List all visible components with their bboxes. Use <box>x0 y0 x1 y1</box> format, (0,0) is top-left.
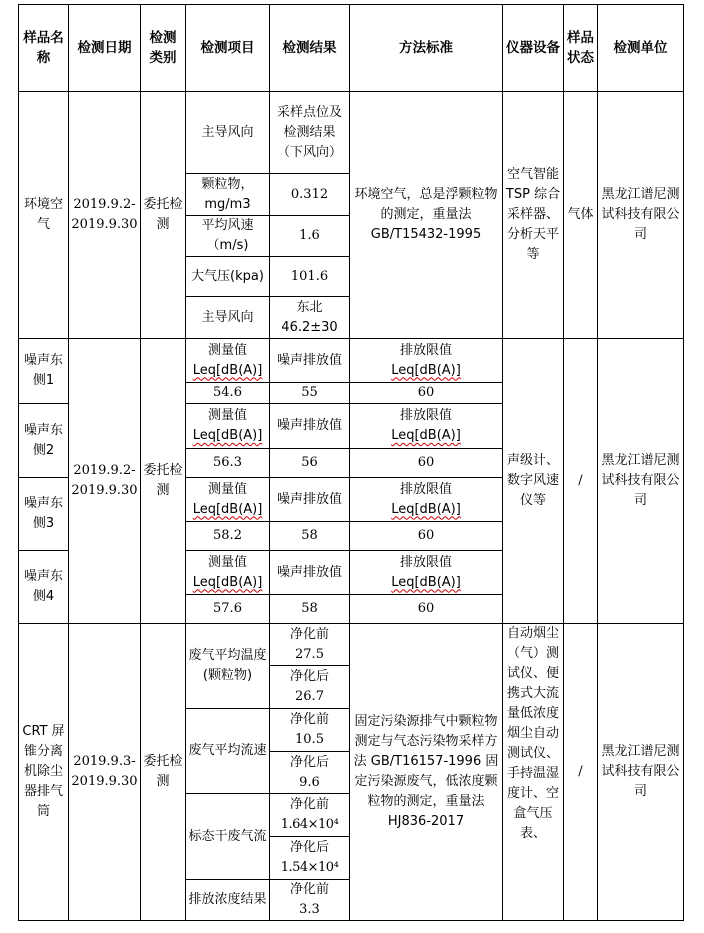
noise-point-name: 噪声东侧2 <box>19 404 69 478</box>
air-result: 采样点位及检测结果（下风向） <box>270 92 350 174</box>
noise-point-name: 噪声东侧3 <box>19 478 69 551</box>
crt-date: 2019.9.3-2019.9.30 <box>69 624 141 921</box>
noise-date: 2019.9.2-2019.9.30 <box>69 339 141 624</box>
noise-point-name: 噪声东侧1 <box>19 339 69 404</box>
noise-emission: 58 <box>270 522 350 551</box>
air-result: 东北 46.2±30 <box>270 297 350 339</box>
noise-header-emission: 噪声排放值 <box>270 478 350 522</box>
air-sample-name: 环境空气 <box>19 92 69 339</box>
air-result: 1.6 <box>270 216 350 257</box>
crt-result: 净化前 3.3 <box>270 880 350 921</box>
crt-state: / <box>564 624 598 921</box>
noise-category: 委托检测 <box>141 339 186 624</box>
crt-item: 标态干废气流 <box>186 794 270 880</box>
crt-result: 净化前 27.5 <box>270 624 350 666</box>
header-method: 方法标准 <box>350 5 503 92</box>
air-item: 平均风速（m/s) <box>186 216 270 257</box>
crt-unit: 黑龙江谱尼测试科技有限公司 <box>598 624 684 921</box>
noise-limit: 60 <box>350 383 503 404</box>
header-date: 检测日期 <box>69 5 141 92</box>
noise-unit: 黑龙江谱尼测试科技有限公司 <box>598 339 684 624</box>
air-date: 2019.9.2-2019.9.30 <box>69 92 141 339</box>
noise-header-measured: 测量值 Leq[dB(A)] <box>186 339 270 383</box>
air-item: 主导风向 <box>186 92 270 174</box>
noise-emission: 56 <box>270 449 350 478</box>
table-row <box>19 339 684 383</box>
noise-header-emission: 噪声排放值 <box>270 404 350 449</box>
noise-limit: 60 <box>350 595 503 624</box>
crt-item: 废气平均流速 <box>186 709 270 794</box>
noise-limit: 60 <box>350 449 503 478</box>
header-category: 检测类别 <box>141 5 186 92</box>
air-state: 气体 <box>564 92 598 339</box>
air-category: 委托检测 <box>141 92 186 339</box>
air-item: 颗粒物，mg/m3 <box>186 174 270 216</box>
crt-sample-name: CRT 屏锥分离机除尘器排气筒 <box>19 624 69 921</box>
noise-measured: 54.6 <box>186 383 270 404</box>
noise-header-measured: 测量值 Leq[dB(A)] <box>186 478 270 522</box>
header-state: 样品状态 <box>564 5 598 92</box>
air-item: 大气压(kpa) <box>186 257 270 297</box>
noise-measured: 57.6 <box>186 595 270 624</box>
header-item: 检测项目 <box>186 5 270 92</box>
inspection-table <box>18 4 684 921</box>
crt-result: 净化后 9.6 <box>270 752 350 794</box>
header-sample-name: 样品名称 <box>19 5 69 92</box>
crt-method: 固定污染源排气中颗粒物测定与气态污染物采样方法 GB/T16157-1996 固定污染源废气，低浓度颗粒物的测定，重量法 HJ836-2017 <box>350 624 503 921</box>
noise-header-emission: 噪声排放值 <box>270 551 350 595</box>
noise-instrument: 声级计、数字风速仪等 <box>503 339 564 624</box>
noise-header-limit: 排放限值 Leq[dB(A)] <box>350 478 503 522</box>
table-row <box>19 624 684 666</box>
air-result: 0.312 <box>270 174 350 216</box>
noise-header-measured: 测量值 Leq[dB(A)] <box>186 404 270 449</box>
noise-point-name: 噪声东侧4 <box>19 551 69 624</box>
noise-header-limit: 排放限值 Leq[dB(A)] <box>350 339 503 383</box>
noise-header-limit: 排放限值 Leq[dB(A)] <box>350 404 503 449</box>
noise-emission: 58 <box>270 595 350 624</box>
crt-result: 净化前 10.5 <box>270 709 350 752</box>
noise-measured: 58.2 <box>186 522 270 551</box>
crt-result: 净化前 1.64×10⁴ <box>270 794 350 837</box>
air-result: 101.6 <box>270 257 350 297</box>
air-method: 环境空气，总是浮颗粒物的测定，重量法 GB/T15432-1995 <box>350 92 503 339</box>
crt-category: 委托检测 <box>141 624 186 921</box>
crt-item: 废气平均温度(颗粒物) <box>186 624 270 709</box>
header-result: 检测结果 <box>270 5 350 92</box>
air-instrument: 空气智能 TSP 综合采样器、分析天平等 <box>503 92 564 339</box>
header-row <box>19 5 684 92</box>
noise-limit: 60 <box>350 522 503 551</box>
header-instrument: 仪器设备 <box>503 5 564 92</box>
air-item: 主导风向 <box>186 297 270 339</box>
header-unit: 检测单位 <box>598 5 684 92</box>
air-unit: 黑龙江谱尼测试科技有限公司 <box>598 92 684 339</box>
crt-result: 净化后 26.7 <box>270 666 350 709</box>
noise-emission: 55 <box>270 383 350 404</box>
table-row <box>19 92 684 174</box>
crt-result: 净化后 1.54×10⁴ <box>270 837 350 880</box>
noise-state: / <box>564 339 598 624</box>
noise-header-limit: 排放限值 Leq[dB(A)] <box>350 551 503 595</box>
crt-instrument: 自动烟尘（气）测试仪、便携式大流量低浓度烟尘自动测试仪、手持温湿度计、空盒气压表、 <box>503 624 564 921</box>
crt-item: 排放浓度结果 <box>186 880 270 921</box>
noise-measured: 56.3 <box>186 449 270 478</box>
noise-header-measured: 测量值 Leq[dB(A)] <box>186 551 270 595</box>
noise-header-emission: 噪声排放值 <box>270 339 350 383</box>
